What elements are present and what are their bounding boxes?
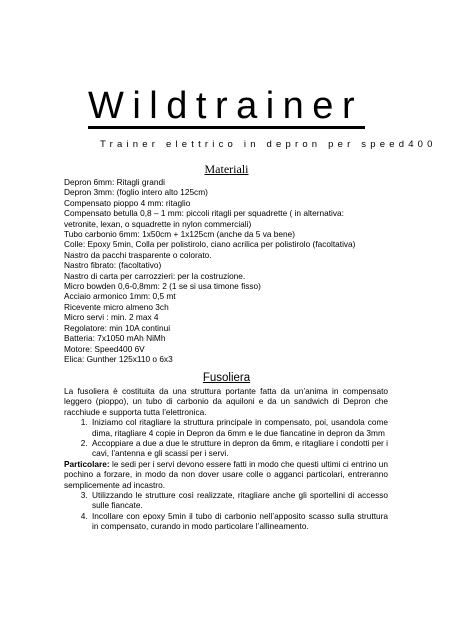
material-item: vetronite, lexan, o squadrette in nylon commerciali) (64, 218, 252, 229)
fusoliera-section (64, 386, 388, 532)
fusoliera-heading: Fusoliera (202, 372, 251, 384)
material-item: Ricevente micro almeno 3ch (64, 301, 169, 312)
step-item: 4. Incollare con epoxy 5min il tubo di carbonio nell’apposito scasso sulla struttura in compensato, curando in modo particolare l’allineamento. (90, 511, 388, 532)
material-item: Compensato pioppo 4 mm: ritaglio (64, 197, 191, 208)
material-item: Compensato betulla 0,8 – 1 mm: piccoli ritagli per squadrette ( in alternativa: (64, 208, 344, 219)
material-item: Elica: Gunther 125x110 o 6x3 (64, 353, 173, 364)
material-item: Depron 6mm: Ritagli grandi (64, 177, 165, 187)
steps-list-a (64, 417, 388, 459)
particolare-label: Particolare: (64, 458, 110, 469)
particolare-text: le sedi per i servi devono essere fatti in modo che questi ultimi ci entrino un pochino a forzare, in modo da non dover usare colle o agganci particolari, entreranno semplicemente ad incastro. (64, 458, 388, 490)
material-item: Micro bowden 0,6-0,8mm: 2 (1 se si usa timone fisso) (64, 281, 261, 292)
materials-list (64, 177, 394, 364)
document-title: Wildtrainer (88, 85, 364, 127)
document-subtitle: Trainer elettrico in depron per speed400 (100, 139, 437, 150)
material-item: Micro servi : min. 2 max 4 (64, 312, 159, 323)
step-item: 3. Utilizzando le strutture così realizzate, ritagliare anche gli sportellini di accesso sulle fiancate. (90, 490, 388, 511)
step-item: 2. Accoppiare a due a due le strutture in depron da 6mm, e ritagliare i condotti per i cavi, l’antenna e gli scassi per i servi. (90, 438, 388, 459)
particolare-note (64, 459, 388, 490)
material-item: Nastro fibrato: (facoltativo) (64, 260, 162, 271)
material-item: Depron 3mm: (foglio intero alto 125cm) (64, 187, 208, 198)
material-item: Batteria: 7x1050 mAh NiMh (64, 333, 166, 344)
material-item: Motore: Speed400 6V (64, 343, 145, 354)
materiali-heading: Materiali (204, 162, 249, 176)
material-item: Nastro di carta per carrozzieri: per la costruzione. (64, 270, 246, 281)
material-item: Acciaio armonico 1mm: 0,5 mt (64, 291, 176, 302)
title-underline-rule (88, 126, 365, 129)
material-item: Nastro da pacchi trasparente o colorato. (64, 249, 212, 260)
steps-list-b (64, 490, 388, 532)
fusoliera-intro: La fusoliera è costituita da una struttura portante fatta da un’anima in compensato leggero (pioppo), un tubo di carbonio da aquiloni e da un sandwich di Depron che racchiude e supporta tutta l’elettronica. (64, 386, 388, 417)
material-item: Colle: Epoxy 5min, Colla per polistirolo, ciano acrilica per polistirolo (facoltativa) (64, 239, 356, 250)
step-item: 1. Iniziamo col ritagliare la struttura principale in compensato, poi, usandola come dima, ritagliare 4 copie in Depron da 6mm e le due fiancatine in depron da 3mm (90, 417, 388, 438)
material-item: Regolatore: min 10A continui (64, 322, 171, 333)
material-item: Tubo carbonio 6mm: 1x50cm + 1x125cm (anche da 5 va bene) (64, 229, 295, 240)
